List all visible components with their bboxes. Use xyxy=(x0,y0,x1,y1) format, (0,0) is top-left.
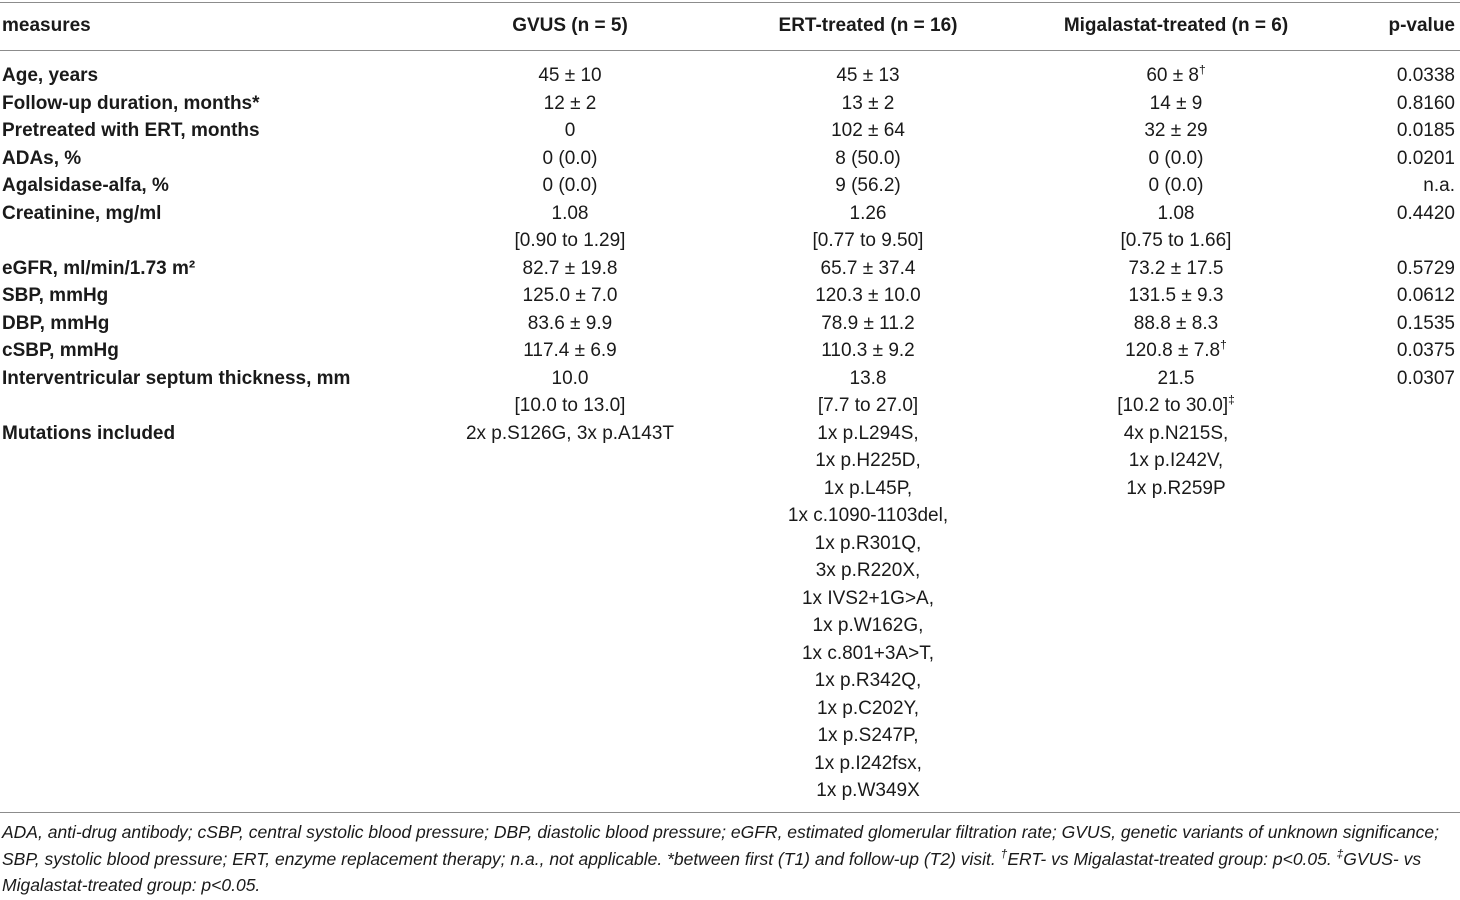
migalastat-cell xyxy=(1026,200,1326,228)
table-header xyxy=(0,11,1460,41)
migalastat-cell xyxy=(1026,62,1326,90)
ert-value: 110.3 ± 9.2 xyxy=(821,340,915,361)
ert-mutation: 1x p.R342Q, xyxy=(814,670,922,691)
ert-value: 13 ± 2 xyxy=(841,92,895,114)
table-row xyxy=(0,227,1460,255)
migalastat-cell xyxy=(1026,337,1326,365)
gvus-value: 83.6 ± 9.9 xyxy=(527,312,613,334)
migalastat-value: 0 (0.0) xyxy=(1148,175,1204,196)
footnote-text: ADA, anti-drug antibody; cSBP, central systolic blood pressure; DBP, diastolic blood pressure; eGFR, estimated glomerular filtration rate; GVUS, genetic variants of unknown significance; xyxy=(2,822,1439,842)
mutation-row xyxy=(0,722,1460,750)
ert-mutation: 1x p.W162G, xyxy=(812,615,924,636)
footnote-line-1 xyxy=(2,819,1439,847)
row-label: SBP, mmHg xyxy=(2,285,109,306)
gvus-value: 45 ± 10 xyxy=(538,65,602,86)
header-measures: measures xyxy=(2,15,91,36)
mutation-row xyxy=(0,667,1460,695)
migalastat-mutation: 4x p.N215S, xyxy=(1123,422,1229,444)
gvus-value: 0 xyxy=(564,120,576,141)
ert-value: 120.3 ± 10.0 xyxy=(815,285,921,306)
footnote-text: Migalastat-treated group: p<0.05. xyxy=(2,875,261,895)
table-row xyxy=(0,145,1460,173)
mutation-row xyxy=(0,420,1460,448)
migalastat-cell xyxy=(1026,255,1326,283)
migalastat-value: 120.8 ± 7.8 xyxy=(1125,340,1221,361)
ert-mutation: 1x p.R301Q, xyxy=(814,532,922,554)
migalastat-cell xyxy=(1026,392,1326,420)
header-ert: ERT-treated (n = 16) xyxy=(778,15,958,36)
footnote-text: GVUS- vs xyxy=(1343,849,1422,869)
mutation-row xyxy=(0,695,1460,723)
table-row xyxy=(0,365,1460,393)
migalastat-cell xyxy=(1026,117,1326,145)
p-value: 0.0375 xyxy=(1396,340,1455,361)
gvus-value: 1.08 xyxy=(551,202,589,224)
row-label: eGFR, ml/min/1.73 m² xyxy=(2,257,196,279)
table-row xyxy=(0,117,1460,145)
gvus-value: 0 (0.0) xyxy=(542,175,598,196)
mutation-row xyxy=(0,585,1460,613)
row-label: Interventricular septum thickness, mm xyxy=(2,367,351,389)
gvus-value: 125.0 ± 7.0 xyxy=(522,285,618,306)
migalastat-cell xyxy=(1026,282,1326,310)
table-row xyxy=(0,282,1460,310)
ert-mutation: 1x IVS2+1G>A, xyxy=(801,587,935,609)
migalastat-cell xyxy=(1026,227,1326,255)
bottom-rule xyxy=(0,812,1460,813)
header-migalastat: Migalastat-treated (n = 6) xyxy=(1063,15,1289,36)
gvus-value: 0 (0.0) xyxy=(542,147,598,169)
ert-mutation: 1x p.I242fsx, xyxy=(814,752,922,774)
ert-value: 65.7 ± 37.4 xyxy=(820,257,916,279)
p-value: 0.5729 xyxy=(1396,257,1455,279)
ert-mutation: 1x p.C202Y, xyxy=(816,697,920,719)
table-row xyxy=(0,172,1460,200)
p-value: 0.4420 xyxy=(1396,202,1455,224)
ert-mutation: 1x p.W349X xyxy=(816,780,920,801)
ert-mutation: 1x p.L45P, xyxy=(823,477,913,499)
ert-mutation: 1x c.1090-1103del, xyxy=(787,505,949,526)
header-pvalue: p-value xyxy=(1388,15,1455,36)
migalastat-value: 88.8 ± 8.3 xyxy=(1133,312,1219,334)
migalastat-value: [0.75 to 1.66] xyxy=(1120,230,1232,251)
migalastat-value: 60 ± 8 xyxy=(1146,65,1199,86)
row-label: Creatinine, mg/ml xyxy=(2,202,162,224)
ert-value: 9 (56.2) xyxy=(835,175,901,196)
header-gvus: GVUS (n = 5) xyxy=(512,15,628,36)
ert-mutation: 1x p.S247P, xyxy=(817,725,919,746)
mutation-row xyxy=(0,475,1460,503)
mutation-row xyxy=(0,640,1460,668)
migalastat-cell xyxy=(1026,90,1326,118)
mutation-row xyxy=(0,557,1460,585)
migalastat-value: 131.5 ± 9.3 xyxy=(1128,285,1224,306)
gvus-value: 82.7 ± 19.8 xyxy=(522,257,618,279)
mutation-row xyxy=(0,447,1460,475)
row-label: Follow-up duration, months* xyxy=(2,92,260,114)
p-value: 0.8160 xyxy=(1396,92,1455,114)
gvus-value: [10.0 to 13.0] xyxy=(514,395,626,416)
p-value: 0.0201 xyxy=(1396,147,1455,169)
footnote-text: ERT- vs Migalastat-treated group: p<0.05. xyxy=(1007,849,1337,869)
significance-mark: † xyxy=(1199,62,1206,77)
gvus-value: [0.90 to 1.29] xyxy=(514,230,626,251)
footnote-line-3 xyxy=(2,872,260,900)
migalastat-value: 32 ± 29 xyxy=(1144,120,1208,141)
row-label: cSBP, mmHg xyxy=(2,340,119,361)
ert-value: 78.9 ± 11.2 xyxy=(821,312,915,334)
ert-value: 1.26 xyxy=(849,202,887,224)
mutations-label: Mutations included xyxy=(2,422,176,444)
gvus-value: 12 ± 2 xyxy=(543,92,597,114)
top-rule xyxy=(0,2,1460,3)
mutation-row xyxy=(0,502,1460,530)
row-label: Agalsidase-alfa, % xyxy=(2,175,169,196)
migalastat-cell xyxy=(1026,365,1326,393)
ert-mutation: 1x p.H225D, xyxy=(815,450,921,471)
p-value: 0.1535 xyxy=(1396,312,1455,334)
p-value: 0.0338 xyxy=(1396,65,1455,86)
migalastat-value: 14 ± 9 xyxy=(1149,92,1203,114)
p-value: n.a. xyxy=(1423,175,1455,196)
table-row xyxy=(0,392,1460,420)
mutation-row xyxy=(0,530,1460,558)
footnote-line-2 xyxy=(2,846,1421,874)
table-row xyxy=(0,310,1460,338)
p-value: 0.0185 xyxy=(1396,120,1455,141)
migalastat-value: 21.5 xyxy=(1157,367,1195,389)
header-rule xyxy=(0,50,1460,51)
migalastat-value: 73.2 ± 17.5 xyxy=(1128,257,1224,279)
migalastat-cell xyxy=(1026,145,1326,173)
table-row xyxy=(0,90,1460,118)
p-value: 0.0612 xyxy=(1396,285,1455,306)
significance-mark: ‡ xyxy=(1228,392,1235,407)
ert-value: 13.8 xyxy=(849,367,887,389)
migalastat-value: 0 (0.0) xyxy=(1148,147,1204,169)
migalastat-value: 1.08 xyxy=(1157,202,1195,224)
table-row xyxy=(0,255,1460,283)
ert-value: 45 ± 13 xyxy=(836,65,900,86)
ert-mutation: 3x p.R220X, xyxy=(815,560,921,581)
double-dagger-mark: ‡ xyxy=(1336,847,1344,862)
gvus-value: 117.4 ± 6.9 xyxy=(523,340,617,361)
significance-mark: † xyxy=(1220,337,1227,352)
row-label: DBP, mmHg xyxy=(2,312,110,334)
table-row xyxy=(0,200,1460,228)
row-label: ADAs, % xyxy=(2,147,82,169)
dagger-mark: † xyxy=(1000,847,1008,862)
mutation-row xyxy=(0,777,1460,805)
row-label: Pretreated with ERT, months xyxy=(2,120,260,141)
p-value: 0.0307 xyxy=(1396,367,1455,389)
row-label: Age, years xyxy=(2,65,99,86)
ert-value: [7.7 to 27.0] xyxy=(817,395,919,416)
ert-mutation: 1x p.L294S, xyxy=(817,422,919,444)
ert-value: [0.77 to 9.50] xyxy=(812,230,924,251)
migalastat-cell xyxy=(1026,172,1326,200)
ert-value: 8 (50.0) xyxy=(835,147,901,169)
migalastat-value: [10.2 to 30.0] xyxy=(1117,395,1229,416)
gvus-mutation: 2x p.S126G, 3x p.A143T xyxy=(465,422,675,444)
table-row xyxy=(0,62,1460,90)
footnote-text: SBP, systolic blood pressure; ERT, enzyme replacement therapy; n.a., not applicable. *between first (T1) and follow-up (T2) visit. xyxy=(2,849,1001,869)
ert-value: 102 ± 64 xyxy=(831,120,905,141)
mutation-row xyxy=(0,750,1460,778)
migalastat-mutation: 1x p.I242V, xyxy=(1128,450,1224,471)
table-row xyxy=(0,337,1460,365)
migalastat-mutation: 1x p.R259P xyxy=(1126,477,1226,499)
ert-mutation: 1x c.801+3A>T, xyxy=(801,642,935,664)
mutation-row xyxy=(0,612,1460,640)
migalastat-cell xyxy=(1026,310,1326,338)
gvus-value: 10.0 xyxy=(551,367,589,389)
